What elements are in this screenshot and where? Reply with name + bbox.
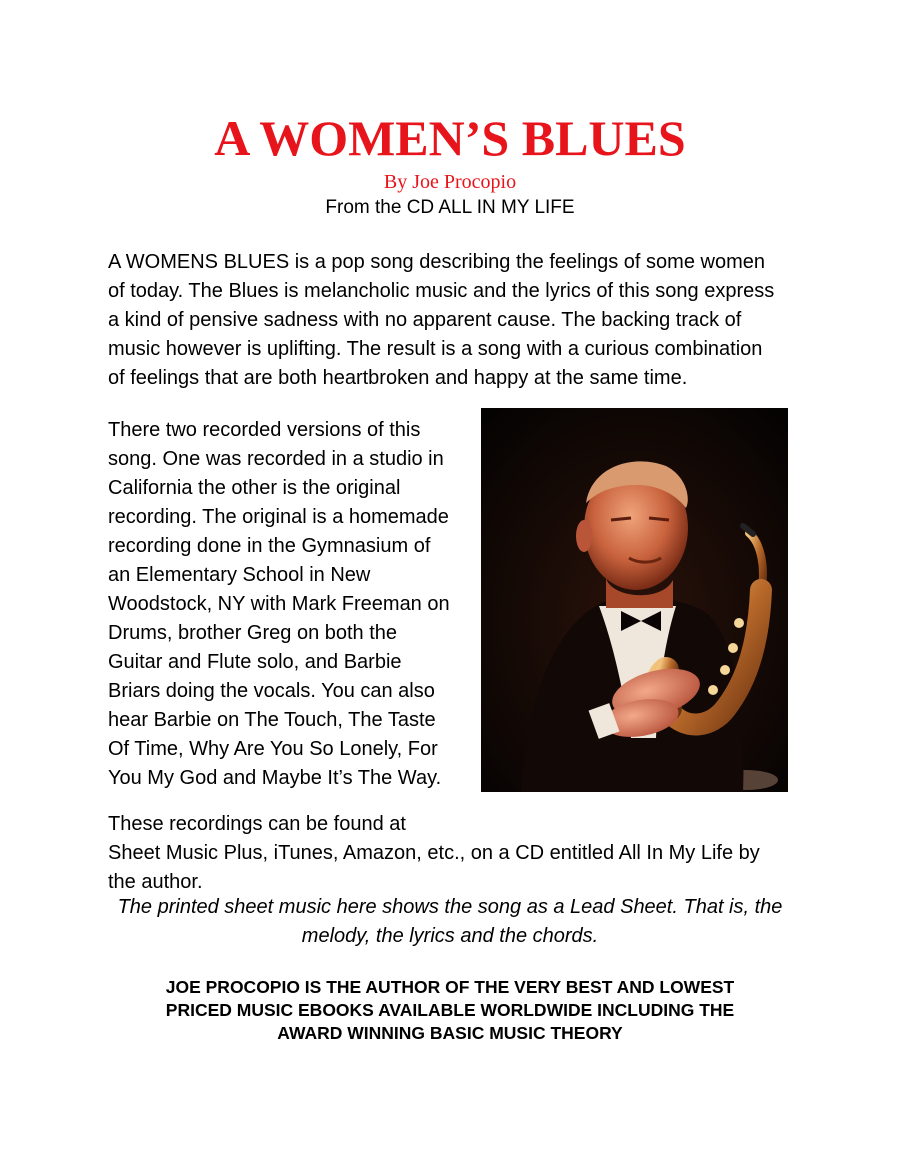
versions-line: You My God and Maybe It’s The Way. [108, 767, 442, 789]
versions-line: Guitar and Flute solo, and Barbie [108, 651, 402, 673]
page-title: A WOMEN’S BLUES [214, 110, 686, 166]
intro-line: a kind of pensive sadness with no apparent cause. The backing track of [108, 309, 742, 331]
promo-line: JOE PROCOPIO IS THE AUTHOR OF THE VERY BEST AND LOWEST [165, 977, 735, 997]
versions-line: recording done in the Gymnasium of [108, 535, 431, 557]
versions-line: Drums, brother Greg on both the [108, 622, 398, 644]
promo-line: AWARD WINNING BASIC MUSIC THEORY [277, 1023, 623, 1043]
source-cd-line: From the CD ALL IN MY LIFE [325, 197, 575, 218]
availability-line: the author. [108, 871, 203, 893]
versions-line: song. One was recorded in a studio in [108, 448, 444, 470]
versions-line: an Elementary School in New [108, 564, 371, 586]
versions-paragraph [108, 416, 458, 793]
versions-line: There two recorded versions of this [108, 419, 421, 441]
note-line: The printed sheet music here shows the song as a Lead Sheet. That is, the [117, 896, 783, 918]
saxophonist-photo-icon [481, 408, 788, 792]
lead-sheet-note [100, 893, 800, 951]
intro-line: of feelings that are both heartbroken and happy at the same time. [108, 367, 688, 389]
intro-line: A WOMENS BLUES is a pop song describing the feelings of some women [108, 251, 765, 273]
intro-paragraph [108, 248, 808, 393]
versions-line: California the other is the original [108, 477, 401, 499]
promo-line: PRICED MUSIC EBOOKS AVAILABLE WORLDWIDE INCLUDING THE [165, 1000, 735, 1020]
versions-line: Briars doing the vocals. You can also [108, 680, 435, 702]
versions-line: Woodstock, NY with Mark Freeman on [108, 593, 450, 615]
versions-line: recording. The original is a homemade [108, 506, 449, 528]
versions-line: hear Barbie on The Touch, The Taste [108, 709, 436, 731]
availability-line: These recordings can be found at [108, 813, 406, 835]
author-promo [80, 976, 820, 1045]
saxophonist-photo [481, 408, 788, 792]
versions-line: Of Time, Why Are You So Lonely, For [108, 738, 438, 760]
intro-line: of today. The Blues is melancholic music and the lyrics of this song express [108, 280, 775, 302]
intro-line: music however is uplifting. The result is a song with a curious combination [108, 338, 763, 360]
availability-line: Sheet Music Plus, iTunes, Amazon, etc., on a CD entitled All In My Life by [108, 842, 760, 864]
availability-paragraph [108, 810, 808, 897]
author-byline: By Joe Procopio [383, 171, 517, 193]
note-line: melody, the lyrics and the chords. [301, 925, 599, 947]
